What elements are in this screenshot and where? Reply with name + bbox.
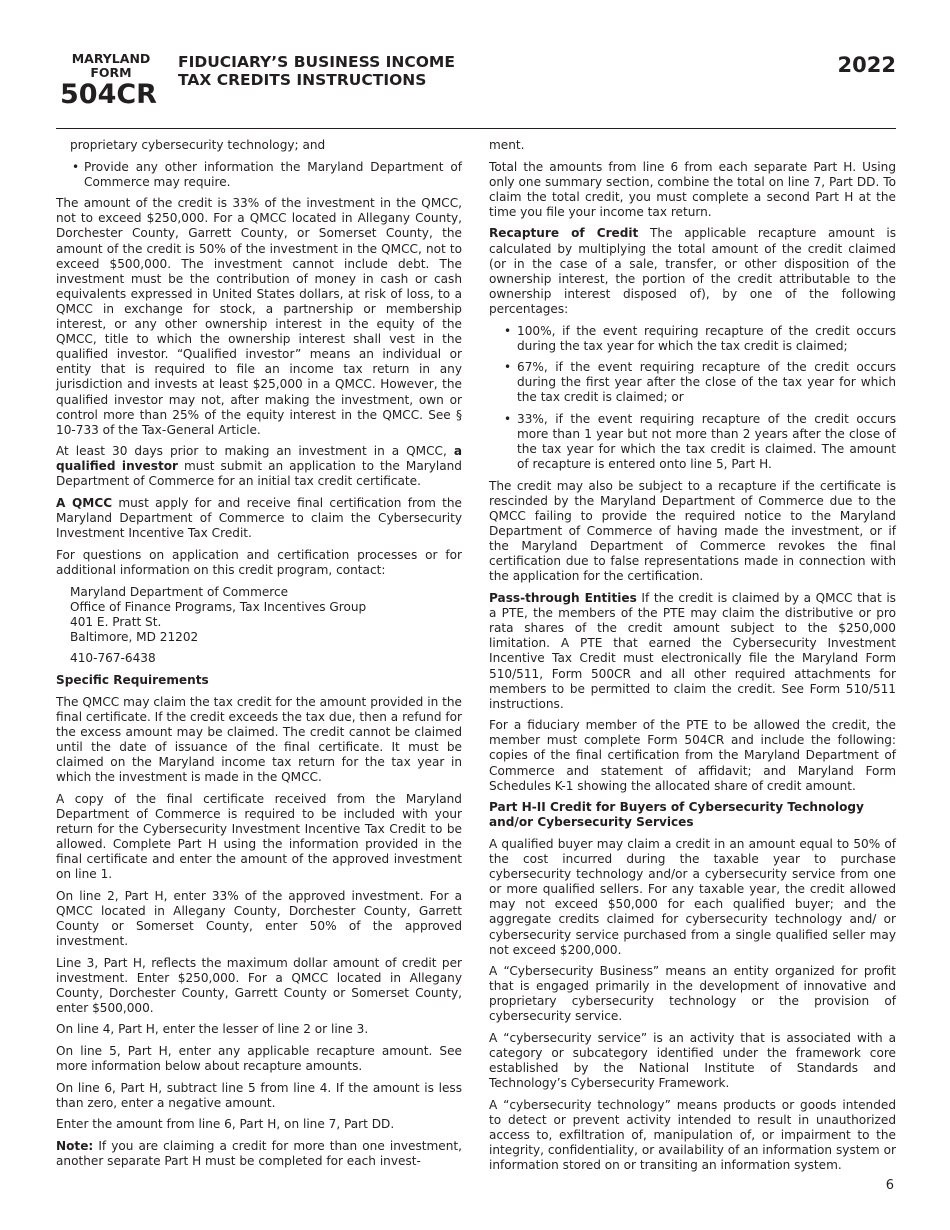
paragraph-fiduciary: For a fiduciary member of the PTE to be allowed the credit, the member must complete Form 504CR and include the following: copies of the final certification from the Maryland Department of Commerce and statement of affidavit; and Maryland Form Schedules K-1 showing the allocated share of credit amount. — [489, 718, 896, 793]
paragraph-enter: Enter the amount from line 6, Part H, on line 7, Part DD. — [56, 1117, 395, 1132]
address-line: Office of Finance Programs, Tax Incentives Group — [70, 599, 367, 614]
paragraph-pass-through — [489, 591, 896, 712]
paragraph-buyer: A qualified buyer may claim a credit in an amount equal to 50% of the cost incurred during the taxable year to purchase cybersecurity technology and/or a cybersecurity service from one or more qualified sellers. For any taxable year, the credit allowed may not exceed $50,000 for each qualified buyer; and the aggregate credits claimed for cybersecurity technology and/ or cybersecurity service purchased from a single qualified seller may not exceed $200,000. — [489, 836, 896, 957]
paragraph-qmcc — [56, 496, 462, 541]
list-item: • 100%, if the event requiring recapture of the credit occurs during the tax year for which the tax credit is claimed; — [489, 324, 896, 354]
paragraph-recapture — [489, 226, 896, 317]
paragraph-line6: On line 6, Part H, subtract line 5 from line 4. If the amount is less than zero, enter a negative amount. — [56, 1080, 462, 1110]
address-line: Baltimore, MD 21202 — [70, 629, 199, 644]
bold-text: a qualified investor — [56, 444, 462, 474]
form-number: 504CR — [60, 79, 157, 110]
page-number: 6 — [885, 1178, 894, 1193]
recapture-percentages-list — [489, 324, 896, 473]
bold-text: A QMCC — [56, 496, 113, 511]
document-title — [178, 53, 455, 89]
form-identifier — [56, 52, 166, 110]
paragraph-business: A “Cybersecurity Business” means an entity organized for profit that is engaged primarily in the development of innovative and proprietary cybersecurity technology or the provision of cybersecurity service. — [489, 964, 896, 1024]
list-item: • Provide any other information the Maryland Department of Commerce may require. — [56, 160, 462, 190]
left-column — [56, 138, 462, 1176]
page-header — [56, 52, 896, 128]
right-column — [489, 138, 896, 1180]
contact-address — [70, 585, 462, 645]
paragraph-line2: On line 2, Part H, enter 33% of the approved investment. For a QMCC located in Allegany County, Dorchester County, Garrett County or Somerset County, enter 50% of the approved investment. — [56, 888, 462, 948]
paragraph-30-days — [56, 444, 462, 489]
paragraph-total: Total the amounts from line 6 from each separate Part H. Using only one summary section, combine the total on line 7, Part DD. To claim the total credit, you must complete a second Part H at the time you file your income tax return. — [489, 159, 896, 219]
section-heading: Part H-II Credit for Buyers of Cybersecurity Technology and/or Cybersecurity Services — [489, 800, 864, 830]
bold-text: Pass-through Entities — [489, 591, 637, 606]
paragraph-fragment: proprietary cybersecurity technology; and — [70, 138, 326, 152]
paragraph-line4: On line 4, Part H, enter the lesser of line 2 or line 3. — [56, 1022, 369, 1037]
text: If you are claiming a credit for more than one investment, another separate Part H must be completed for each invest- — [56, 1139, 462, 1169]
paragraph-line5: On line 5, Part H, enter any applicable recapture amount. See more information below about recapture amounts. — [56, 1044, 462, 1074]
text: must apply for and receive final certification from the Maryland Department of Commerce to claim the Cybersecurity Investment Incentive Tax Credit. — [56, 496, 462, 541]
list-item: • 33%, if the event requiring recapture of the credit occurs more than 1 year but not more than 2 years after the close of the tax year for which the tax credit is claimed. The amount of recapture is entered onto line 5, Part H. — [489, 412, 896, 472]
contact-phone: 410-767-6438 — [70, 651, 156, 666]
section-heading: Specific Requirements — [56, 673, 209, 687]
tax-year: 2022 — [837, 53, 896, 77]
title-line-1: FIDUCIARY’S BUSINESS INCOME — [178, 53, 455, 71]
paragraph-line3: Line 3, Part H, reflects the maximum dollar amount of credit per investment. Enter $250,000. For a QMCC located in Allegany County, Dorchester County, Garrett County or Somerset County, enter $500,000. — [56, 955, 462, 1015]
paragraph-technology: A “cybersecurity technology” means products or goods intended to detect or prevent activity intended to result in unauthorized access to, exfiltration of, manipulation of, or impairment to the integrity, confidentiality, or availability of an information system or information stored on or transiting an information system. — [489, 1097, 896, 1173]
bold-text: Recapture of Credit — [489, 226, 639, 241]
text: If the credit is claimed by a QMCC that is a PTE, the members of the PTE may claim the distributive or pro rata shares of the credit amount subject to the $250,000 limitation. A PTE that earned the Cybersecurity Investment Incentive Tax Credit must electronically file the Maryland Form 510/511, Form 500CR and all other required attachments for members to be permitted to claim the credit. See Form 510/511 instructions. — [489, 591, 896, 711]
list-item: • 67%, if the event requiring recapture of the credit occurs during the first year after the close of the tax year for which the tax credit is claimed; or — [489, 360, 896, 405]
address-line: Maryland Department of Commerce — [70, 584, 289, 599]
paragraph-rescind: The credit may also be subject to a recapture if the certificate is rescinded by the Maryland Department of Commerce due to the QMCC failing to provide the required notice to the Maryland Department of Commerce of having made the investment, or if the Maryland Department of Commerce revokes the final certification due to false representations made in connection with the application for the certification. — [489, 478, 896, 584]
paragraph-note — [56, 1139, 462, 1169]
address-line: 401 E. Pratt St. — [70, 614, 162, 629]
header-divider — [56, 128, 896, 129]
bullet-list — [56, 160, 462, 190]
paragraph-credit-amount: The amount of the credit is 33% of the investment in the QMCC, not to exceed $250,000. For a QMCC located in Allegany County, Dorchester County, Garrett County, or Somerset County, the amount of the credit is 50% of the investment in the QMCC, not to exceed $500,000. The investment cannot include debt. The investment must be the contribution of money in cash or cash equivalents expressed in United States dollars, at risk of loss, to a QMCC in exchange for stock, a partnership or membership interest, or any other ownership interest in the equity of the QMCC, title to which the ownership interest shall vest in the qualified investor. “Qualified investor” means an individual or entity that is required to file an income tax return in any jurisdiction and invests at least $25,000 in a QMCC. However, the qualified investor may not, after making the investment, own or control more than 25% of the equity interest in the QMCC. See § 10-733 of the Tax-General Article. — [56, 196, 462, 437]
text: At least 30 days prior to making an investment in a QMCC, — [56, 444, 447, 459]
form-state: MARYLAND — [71, 51, 151, 66]
paragraph-service: A “cybersecurity service” is an activity that is associated with a category or subcategory identified under the framework core established by the National Institute of Standards and Technology’s Cybersecurity Framework. — [489, 1031, 896, 1091]
text: The applicable recapture amount is calculated by multiplying the total amount of the credit claimed (or in the case of a sale, transfer, or other disposition of the ownership interest, the portion of the credit attributable to the ownership interest disposed of), by one of the following percentages: — [489, 226, 896, 316]
form-label: FORM — [90, 65, 132, 80]
paragraph-fragment: ment. — [489, 138, 525, 152]
paragraph-copy: A copy of the final certificate received from the Maryland Department of Commerce is required to be included with your return for the Cybersecurity Investment Incentive Tax Credit to be allowed. Complete Part H using the information provided in the final certificate and enter the amount of the approved investment on line 1. — [56, 791, 462, 882]
title-line-2: TAX CREDITS INSTRUCTIONS — [178, 71, 427, 89]
bold-text: Note: — [56, 1139, 94, 1154]
paragraph-questions: For questions on application and certification processes or for additional information on this credit program, contact: — [56, 547, 462, 577]
text: must submit an application to the Maryland Department of Commerce for an initial tax credit certificate. — [56, 459, 462, 489]
paragraph-claim: The QMCC may claim the tax credit for the amount provided in the final certificate. If the credit exceeds the tax due, then a refund for the excess amount may be claimed. The credit cannot be claimed until the date of issuance of the final certificate. It must be claimed on the Maryland income tax return for the tax year in which the investment is made in the QMCC. — [56, 694, 462, 785]
